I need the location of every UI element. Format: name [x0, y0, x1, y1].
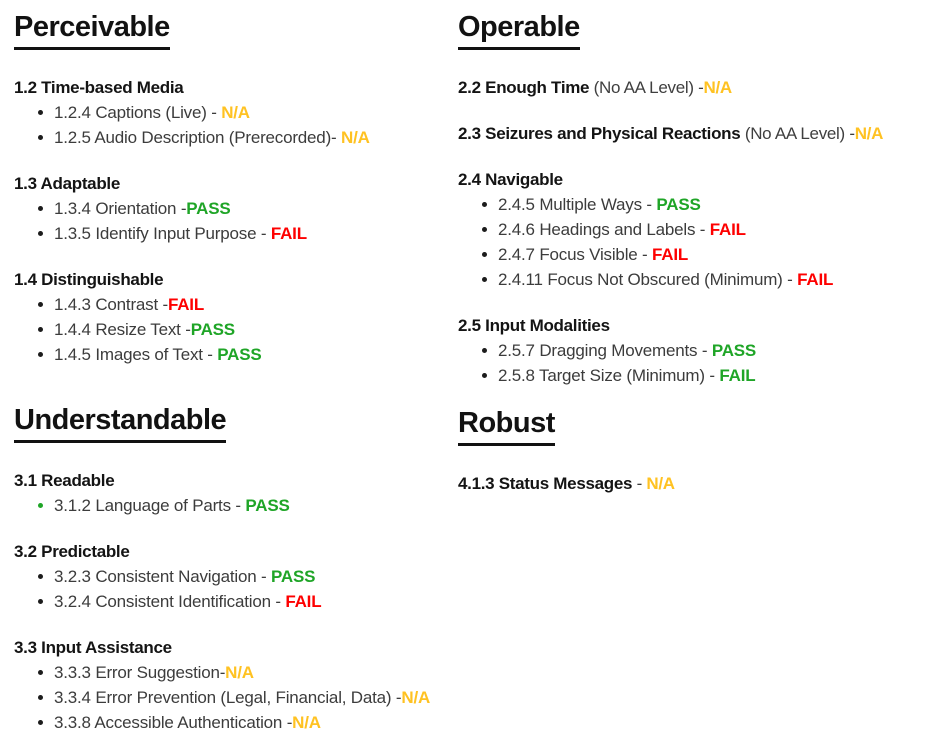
status-text: N/A: [703, 77, 732, 97]
group-time-based-media: [14, 76, 458, 150]
criteria-list: [14, 196, 458, 246]
bullet-icon: [38, 670, 43, 675]
bullet-icon: [38, 599, 43, 604]
group-heading: [14, 540, 458, 564]
section-title-perceivable: [14, 10, 458, 50]
separator: -: [391, 687, 402, 707]
status-text: FAIL: [652, 244, 689, 264]
criterion-label: 1.4.5 Images of Text: [54, 344, 203, 364]
status-text: PASS: [190, 319, 235, 339]
checklist-item: [38, 125, 458, 150]
group-input-modalities: [458, 314, 923, 388]
criteria-list: [14, 292, 458, 367]
group-title: 3.2 Predictable: [14, 541, 130, 561]
criterion-label: 3.3.3 Error Suggestion: [54, 662, 220, 682]
checklist-item: [38, 493, 458, 518]
checklist-item: [38, 710, 458, 735]
bullet-icon: [482, 252, 487, 257]
group-title: 2.5 Input Modalities: [458, 315, 610, 335]
criterion-label: 2.4.11 Focus Not Obscured (Minimum): [498, 269, 783, 289]
checklist-item: [482, 242, 923, 267]
separator: -: [641, 194, 657, 214]
criterion-label: 2.5.7 Dragging Movements: [498, 340, 698, 360]
group-title: 2.4 Navigable: [458, 169, 563, 189]
checklist-item: [38, 196, 458, 221]
criterion-label: 2.4.6 Headings and Labels: [498, 219, 696, 239]
separator: -: [230, 495, 246, 515]
status-text: PASS: [186, 198, 231, 218]
status-text: N/A: [646, 473, 675, 493]
separator: -: [697, 340, 712, 360]
bullet-icon: [482, 277, 487, 282]
group-navigable: [458, 168, 923, 292]
status-text: N/A: [221, 102, 250, 122]
criterion-label: 1.2.4 Captions (Live): [54, 102, 207, 122]
status-text: FAIL: [285, 591, 322, 611]
criterion-label: 1.2.5 Audio Description (Prerecorded): [54, 127, 332, 147]
group-title: 3.1 Readable: [14, 470, 115, 490]
checklist-item: [482, 217, 923, 242]
group-heading: [14, 636, 458, 660]
bullet-icon: [38, 135, 43, 140]
status-text: FAIL: [719, 365, 756, 385]
group-seizures: [458, 122, 923, 146]
group-title: 2.3 Seizures and Physical Reactions: [458, 123, 741, 143]
right-column: [458, 10, 923, 735]
group-heading: [458, 314, 923, 338]
section-title-operable: [458, 10, 923, 50]
separator: -: [202, 344, 218, 364]
checklist-item: [482, 338, 923, 363]
status-text: PASS: [656, 194, 701, 214]
status-text: PASS: [217, 344, 262, 364]
group-input-assistance: [14, 636, 458, 735]
criterion-label: 3.2.3 Consistent Navigation: [54, 566, 257, 586]
criterion-label: 1.4.4 Resize Text: [54, 319, 181, 339]
separator: -: [157, 294, 168, 314]
bullet-icon: [482, 202, 487, 207]
group-heading: [458, 76, 923, 100]
section-title-text: Robust: [458, 406, 555, 446]
checklist-item: [38, 660, 458, 685]
separator: -: [632, 473, 647, 493]
checklist-item: [482, 192, 923, 217]
criterion-label: 1.3.5 Identify Input Purpose: [54, 223, 257, 243]
status-text: FAIL: [167, 294, 204, 314]
bullet-icon: [38, 503, 43, 508]
separator: -: [176, 198, 187, 218]
checklist-item: [482, 267, 923, 292]
separator: -: [844, 123, 855, 143]
status-text: PASS: [271, 566, 316, 586]
status-text: FAIL: [709, 219, 746, 239]
status-text: N/A: [854, 123, 884, 143]
checklist-item: [482, 363, 923, 388]
separator: -: [256, 566, 272, 586]
separator: -: [637, 244, 653, 264]
section-robust: [458, 406, 923, 496]
status-text: FAIL: [270, 223, 307, 243]
section-understandable: [14, 403, 458, 735]
checklist-item: [38, 342, 458, 367]
separator: -: [270, 591, 286, 611]
section-title-text: Understandable: [14, 403, 226, 443]
group-heading: [458, 168, 923, 192]
group-enough-time: [458, 76, 923, 100]
bullet-icon: [482, 348, 487, 353]
bullet-icon: [38, 574, 43, 579]
group-distinguishable: [14, 268, 458, 367]
separator: -: [695, 219, 710, 239]
separator: -: [206, 102, 222, 122]
criterion-label: 1.3.4 Orientation: [54, 198, 177, 218]
criteria-list: [14, 493, 458, 518]
bullet-icon: [38, 695, 43, 700]
section-operable: [458, 10, 923, 388]
group-title: 3.3 Input Assistance: [14, 637, 172, 657]
separator: -: [282, 712, 293, 732]
criterion-label: 3.3.4 Error Prevention (Legal, Financial, Data): [54, 687, 392, 707]
section-perceivable: [14, 10, 458, 367]
separator: -: [704, 365, 720, 385]
status-text: N/A: [292, 712, 321, 732]
group-heading: [458, 472, 923, 496]
section-title-text: Operable: [458, 10, 580, 50]
criterion-label: 2.4.7 Focus Visible: [498, 244, 638, 264]
status-text: N/A: [341, 127, 370, 147]
left-column: [14, 10, 458, 735]
section-title-text: Perceivable: [14, 10, 170, 50]
group-title: 1.2 Time-based Media: [14, 77, 184, 97]
checklist-item: [38, 564, 458, 589]
separator: -: [256, 223, 271, 243]
criterion-label: 1.4.3 Contrast: [54, 294, 158, 314]
separator: -: [219, 662, 226, 682]
two-column-layout: [14, 10, 923, 735]
separator: -: [331, 127, 342, 147]
bullet-icon: [38, 352, 43, 357]
criterion-label: 3.3.8 Accessible Authentication: [54, 712, 283, 732]
status-text: PASS: [245, 495, 290, 515]
status-text: FAIL: [797, 269, 834, 289]
bullet-icon: [38, 720, 43, 725]
bullet-icon: [482, 373, 487, 378]
checklist-item: [38, 100, 458, 125]
group-suffix: (No AA Level): [740, 123, 845, 143]
checklist-item: [38, 317, 458, 342]
section-title-understandable: [14, 403, 458, 443]
criterion-label: 3.2.4 Consistent Identification: [54, 591, 271, 611]
criteria-list: [458, 192, 923, 292]
status-text: N/A: [401, 687, 431, 707]
separator: -: [180, 319, 191, 339]
group-title: 1.3 Adaptable: [14, 173, 121, 193]
bullet-icon: [38, 231, 43, 236]
criteria-list: [458, 338, 923, 388]
group-title: 1.4 Distinguishable: [14, 269, 164, 289]
criteria-list: [14, 564, 458, 614]
section-title-robust: [458, 406, 923, 446]
separator: -: [693, 77, 704, 97]
checklist-item: [38, 685, 458, 710]
separator: -: [782, 269, 798, 289]
group-heading: [14, 76, 458, 100]
criterion-label: 2.5.8 Target Size (Minimum): [498, 365, 705, 385]
group-readable: [14, 469, 458, 518]
group-heading: [14, 172, 458, 196]
checklist-item: [38, 292, 458, 317]
group-heading: [458, 122, 923, 146]
status-text: N/A: [225, 662, 254, 682]
group-heading: [14, 268, 458, 292]
group-predictable: [14, 540, 458, 614]
checklist-item: [38, 221, 458, 246]
bullet-icon: [482, 227, 487, 232]
group-title: 4.1.3 Status Messages: [458, 473, 633, 493]
group-status-messages: [458, 472, 923, 496]
criteria-list: [14, 100, 458, 150]
bullet-icon: [38, 110, 43, 115]
bullet-icon: [38, 302, 43, 307]
criterion-label: 3.1.2 Language of Parts: [54, 495, 231, 515]
group-adaptable: [14, 172, 458, 246]
status-text: PASS: [711, 340, 757, 360]
group-suffix: (No AA Level): [589, 77, 694, 97]
group-heading: [14, 469, 458, 493]
checklist-item: [38, 589, 458, 614]
bullet-icon: [38, 327, 43, 332]
criterion-label: 2.4.5 Multiple Ways: [498, 194, 642, 214]
bullet-icon: [38, 206, 43, 211]
group-title: 2.2 Enough Time: [458, 77, 590, 97]
criteria-list: [14, 660, 458, 735]
